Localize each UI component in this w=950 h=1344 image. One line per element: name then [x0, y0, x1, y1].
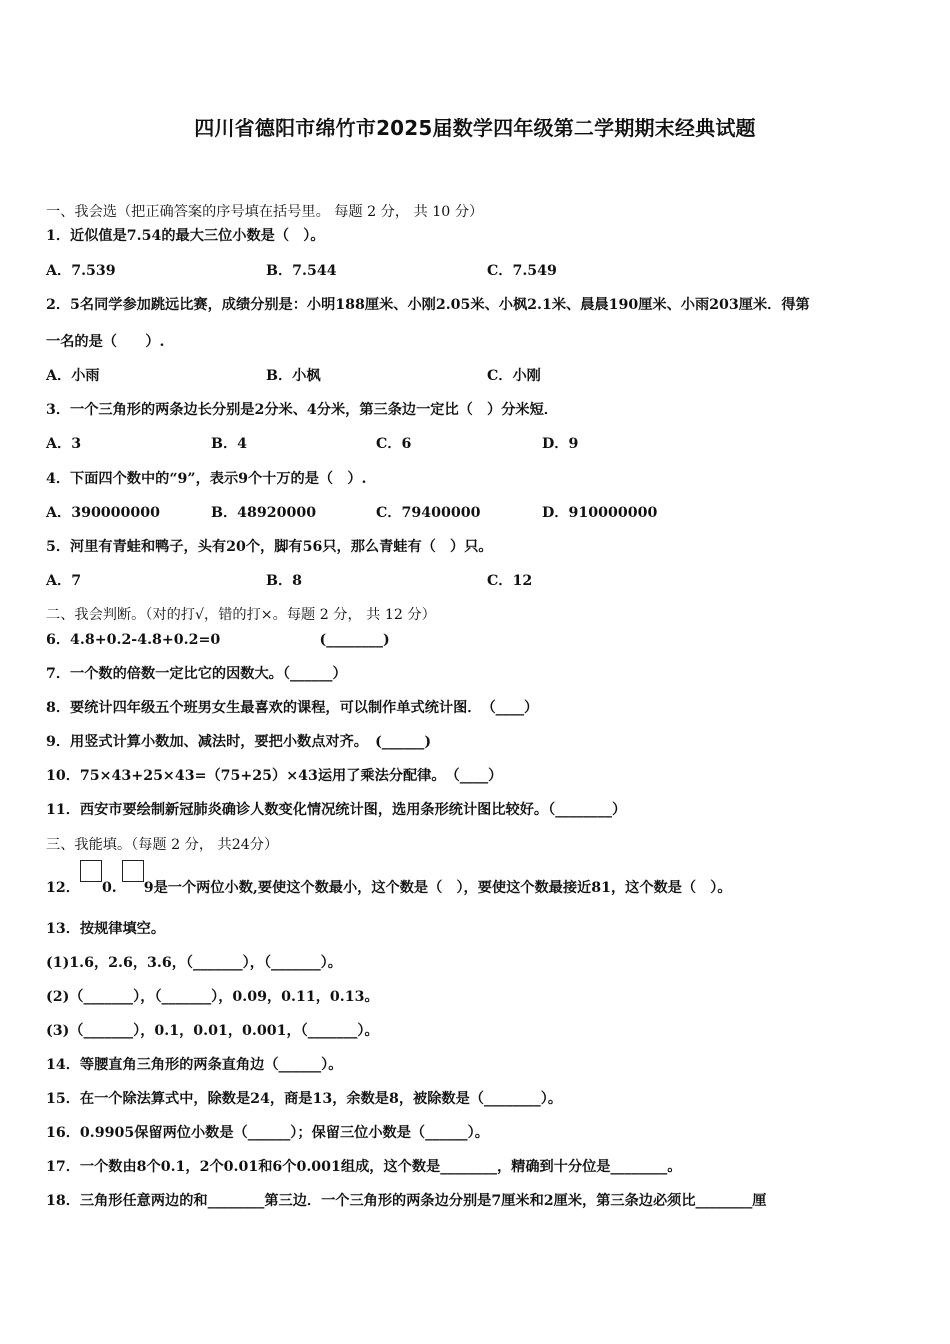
q3-option-a: A．3	[46, 436, 82, 452]
q4-option-c: C．79400000	[376, 505, 481, 521]
question-4: 4．下面四个数中的“9”，表示9个十万的是（ ）.	[46, 471, 367, 487]
question-13: 13．按规律填空。	[46, 921, 166, 937]
question-9: 9．用竖式计算小数加、减法时，要把小数点对齐。 (______)	[46, 734, 432, 750]
question-11: 11．西安市要绘制新冠肺炎确诊人数变化情况统计图，选用条形统计图比较好。（________）	[46, 802, 627, 818]
question-6: 6．4.8+0.2-4.8+0.2=0 (________)	[46, 632, 390, 648]
question-13-part3: (3)（_______），0.1，0.01，0.001，（_______）。	[46, 1023, 379, 1039]
q3-option-b: B．4	[211, 436, 248, 452]
question-14: 14．等腰直角三角形的两条直角边（______）。	[46, 1057, 343, 1073]
q1-option-b: B．7.544	[266, 263, 337, 279]
q5-option-c: C．12	[487, 573, 533, 589]
question-12	[46, 872, 916, 898]
question-7: 7．一个数的倍数一定比它的因数大。（______）	[46, 666, 347, 682]
question-2-line1: 2．5名同学参加跳远比赛，成绩分别是：小明188厘米、小刚2.05米、小枫2.1米、晨晨190厘米、小雨203厘米．得第	[46, 297, 810, 313]
q3-option-d: D．9	[542, 436, 579, 452]
question-10: 10．75×43+25×43=（75+25）×43运用了乘法分配律。 （____）	[46, 768, 503, 784]
q12-text: 9是一个两位小数,要使这个数最小，这个数是（ ），要使这个数最接近81，这个数是（ ）。	[143, 880, 732, 896]
question-8: 8．要统计四年级五个班男女生最喜欢的课程，可以制作单式统计图． （____）	[46, 700, 539, 716]
section2-heading: 二、我会判断。（对的打√，错的打×。每题 2 分， 共 12 分）	[46, 607, 436, 623]
q2-option-c: C．小刚	[487, 368, 541, 384]
q12-decimal: 0.	[101, 880, 117, 896]
question-16: 16．0.9905保留两位小数是（______）；保留三位小数是（______）。	[46, 1125, 489, 1141]
q2-option-a: A．小雨	[46, 368, 100, 384]
question-5: 5．河里有青蛙和鸭子，头有20个，脚有56只，那么青蛙有（ ）只。	[46, 539, 493, 555]
q4-option-b: B．48920000	[211, 505, 317, 521]
question-13-part1: (1)1.6，2.6，3.6，（_______），（_______）。	[46, 955, 342, 971]
q4-option-d: D．910000000	[542, 505, 658, 521]
section3-heading: 三、我能填。（每题 2 分， 共24分）	[46, 837, 279, 853]
q12-number: 12．	[46, 880, 80, 896]
question-1: 1．近似值是7.54的最大三位小数是（ ）。	[46, 228, 325, 244]
question-18: 18．三角形任意两边的和________第三边．一个三角形的两条边分别是7厘米和2厘米，第三条边必须比________厘	[46, 1193, 767, 1209]
digit-box-2	[122, 860, 144, 882]
section1-heading: 一、我会选（把正确答案的序号填在括号里。 每题 2 分， 共 10 分）	[46, 204, 484, 220]
question-13-part2: (2)（_______），（_______），0.09，0.11，0.13。	[46, 989, 379, 1005]
question-15: 15．在一个除法算式中，除数是24，商是13，余数是8，被除数是（________）。	[46, 1091, 563, 1107]
q5-option-b: B．8	[266, 573, 303, 589]
q3-option-c: C．6	[376, 436, 412, 452]
q4-option-a: A．390000000	[46, 505, 161, 521]
page-title: 四川省德阳市绵竹市2025届数学四年级第二学期期末经典试题	[194, 116, 756, 140]
question-2-line2: 一名的是（ ）.	[46, 334, 165, 350]
q5-option-a: A．7	[46, 573, 82, 589]
question-3: 3．一个三角形的两条边长分别是2分米、4分米，第三条边一定比（ ）分米短．	[46, 402, 558, 418]
digit-box-1	[80, 860, 102, 882]
q1-option-a: A．7.539	[46, 263, 116, 279]
q2-option-b: B．小枫	[266, 368, 321, 384]
q1-option-c: C．7.549	[487, 263, 557, 279]
question-17: 17．一个数由8个0.1，2个0.01和6个0.001组成，这个数是________，精确到十分位是________。	[46, 1159, 682, 1175]
